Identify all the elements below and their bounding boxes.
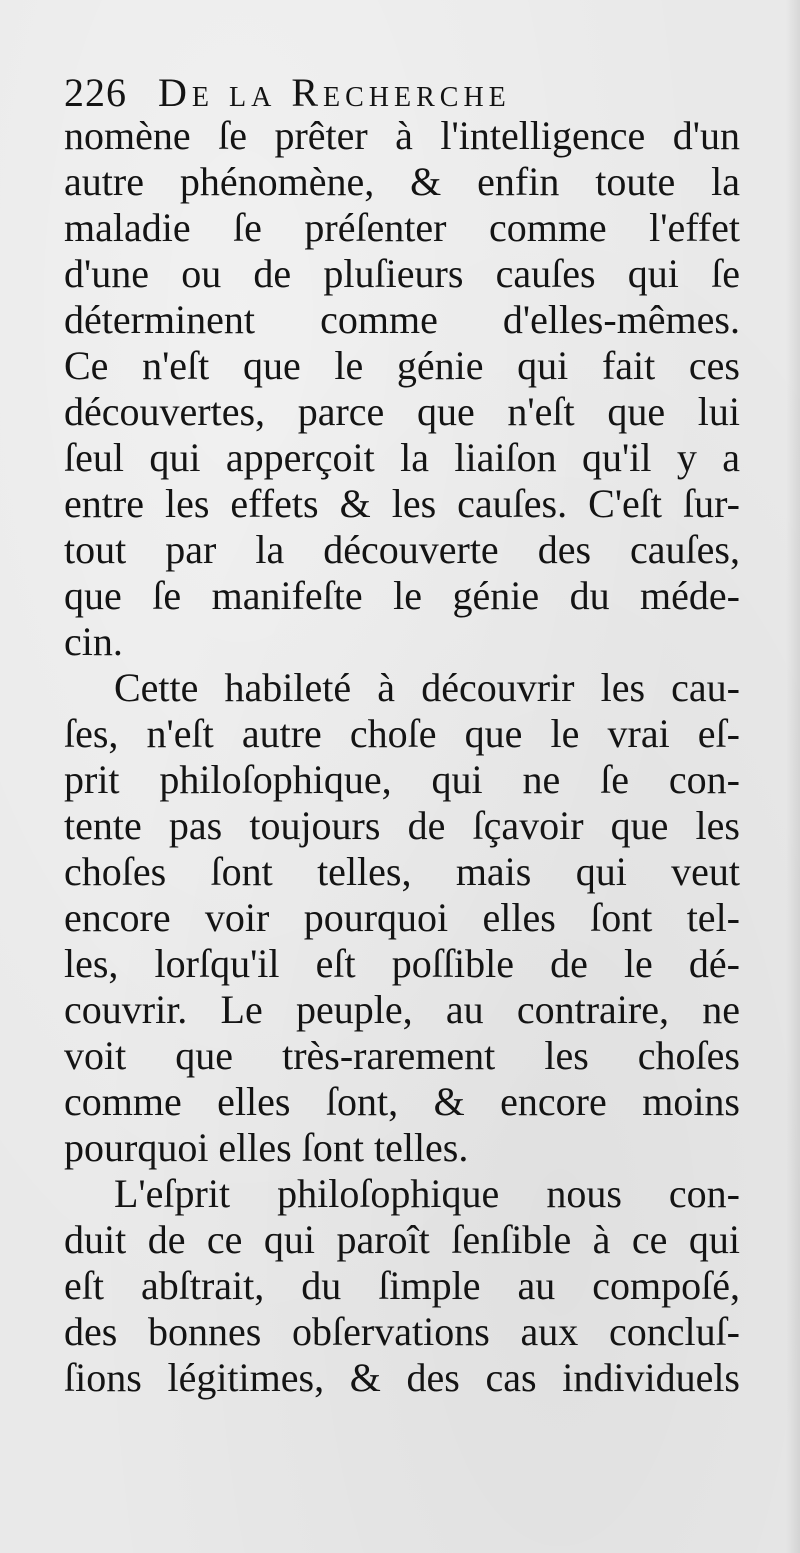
text-line: couvrir. Le peuple, au contraire, ne bbox=[64, 987, 740, 1032]
text-line: entre les effets & les cauſes. C'eſt ſur- bbox=[64, 481, 740, 526]
text-line: choſes ſont telles, mais qui veut bbox=[64, 849, 740, 894]
text-line: prit philoſophique, qui ne ſe con- bbox=[64, 757, 740, 802]
text-line: Ce n'eſt que le génie qui fait ces bbox=[64, 343, 740, 388]
text-line: eſt abſtrait, du ſimple au compoſé, bbox=[64, 1263, 740, 1308]
text-line: des bonnes obſervations aux concluſ- bbox=[64, 1309, 740, 1354]
text-line: ſeul qui apperçoit la liaiſon qu'il y a bbox=[64, 435, 740, 480]
text-line: L'eſprit philoſophique nous con- bbox=[114, 1171, 740, 1216]
text-line: déterminent comme d'elles-mêmes. bbox=[64, 297, 740, 342]
running-title: De la Recherche bbox=[158, 70, 511, 115]
text-line: duit de ce qui paroît ſenſible à ce qui bbox=[64, 1217, 740, 1262]
text-line: autre phénomène, & enfin toute la bbox=[64, 159, 740, 204]
text-line: découvertes, parce que n'eſt que lui bbox=[64, 389, 740, 434]
text-line: tente pas toujours de ſçavoir que les bbox=[64, 803, 740, 848]
text-line: maladie ſe préſenter comme l'effet bbox=[64, 205, 740, 250]
text-line: comme elles ſont, & encore moins bbox=[64, 1079, 740, 1124]
text-line: ſes, n'eſt autre choſe que le vrai eſ- bbox=[64, 711, 740, 756]
text-line: Cette habileté à découvrir les cau- bbox=[114, 665, 740, 710]
page-number: 226 bbox=[64, 70, 127, 115]
text-line: nomène ſe prêter à l'intelligence d'un bbox=[64, 113, 740, 158]
text-line: que ſe manifeſte le génie du méde- bbox=[64, 573, 740, 618]
text-line: les, lorſqu'il eſt poſſible de le dé- bbox=[64, 941, 740, 986]
text-line: d'une ou de pluſieurs cauſes qui ſe bbox=[64, 251, 740, 296]
text-line: ſions légitimes, & des cas individuels bbox=[64, 1355, 740, 1400]
text-line: tout par la découverte des cauſes, bbox=[64, 527, 740, 572]
text-line: pourquoi elles ſont telles. bbox=[64, 1125, 469, 1170]
page-edge-shadow bbox=[786, 0, 800, 1553]
body-text bbox=[64, 113, 740, 1401]
text-line: cin. bbox=[64, 619, 123, 664]
text-line: encore voir pourquoi elles ſont tel- bbox=[64, 895, 740, 940]
text-line: voit que très-rarement les choſes bbox=[64, 1033, 740, 1078]
running-head bbox=[64, 66, 744, 120]
